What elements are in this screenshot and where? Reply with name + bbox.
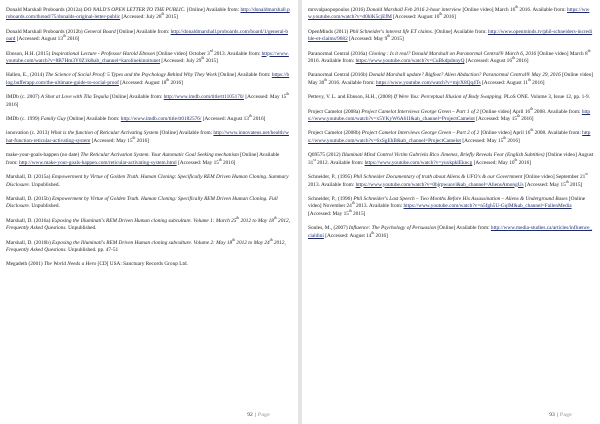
ref-url[interactable]: https://www.youtube.com/watch?v=6xSgEhB&ab_channel=ProjectCamelot — [308, 130, 591, 144]
ref-text: Schneider, P., (1996) — [308, 195, 354, 202]
ref-title: 2012, Frequently Asked Questions. — [6, 239, 286, 253]
ref-text: 2015] — [568, 181, 583, 188]
ref-url[interactable]: http://www.imdb.com/title/tt1105170/ — [163, 94, 245, 101]
ref-url[interactable]: https://www.youtube.com/watch?v=CuBkdpdnnyQ — [355, 58, 465, 65]
ref-url[interactable]: http://www.imdb.com/title/tt0182576/ — [120, 116, 202, 123]
ref-url[interactable]: https://www.youtube.com/watch?v=0bjrpwuovi&ab_channel=AliensAmongUs — [355, 181, 524, 188]
ref-text: 2016] — [519, 116, 534, 123]
page-footer: 93 | Page — [549, 412, 572, 418]
page-label: Page — [559, 412, 572, 418]
ref-text: [Accessed: May 15 — [308, 210, 349, 217]
reference-entry — [308, 106, 594, 124]
ref-text: [Accessed: May 15 — [176, 159, 219, 166]
ref-url[interactable]: http://www.media-studies.ca/articles/influence_cialdini — [308, 225, 593, 239]
ref-text: [Accessed: July 29 — [160, 58, 202, 65]
ordinal-suffix: th — [286, 92, 290, 97]
ref-text: IMDb (c. 2007) — [6, 94, 41, 101]
ref-text: Megadeth (2001) — [6, 261, 44, 268]
ref-text: 2008. Available from: — [533, 130, 583, 137]
ref-text: [Online] Available from: — [185, 7, 241, 13]
reference-entry — [6, 94, 290, 109]
ref-text: [Online video] April 16 — [479, 130, 531, 137]
ref-url[interactable]: https://www.youtube.com/watch?v=n5fgh5U-GqlM&ab_channel=FallenMedia — [403, 203, 572, 210]
ref-text: [Accessed: May 15 — [523, 181, 566, 188]
reference-entry — [6, 237, 290, 255]
ref-text: [Online] Available from: — [115, 28, 171, 35]
ref-text: 2016. Available from: — [308, 58, 356, 65]
ordinal-suffix: th — [232, 237, 235, 242]
ordinal-suffix: th — [269, 237, 273, 242]
ref-text: [Online video] September 21 — [522, 174, 586, 181]
reference-entry — [308, 29, 594, 44]
ref-text: [Online video] May 30 — [308, 72, 594, 86]
ref-title: 2012 to May 18 — [239, 217, 274, 224]
page-footer: 92 | Page — [247, 412, 270, 418]
reference-entry — [308, 130, 594, 145]
ordinal-suffix: th — [530, 128, 534, 133]
ref-text: [Accessed: August 14 — [323, 232, 372, 239]
ref-text: 2016] — [514, 58, 529, 65]
reference-entry — [6, 29, 290, 44]
ref-url[interactable]: http://donaldmarshall.proboards.com/board/1/general-board — [6, 28, 289, 43]
reference-entry — [308, 7, 594, 22]
ref-text: [Accessed: May 10 — [472, 159, 515, 166]
ref-text: Paranormal Central (2016a) — [308, 50, 369, 57]
ref-text: Marshall, D. (2015b) — [6, 195, 53, 202]
ordinal-suffix: th — [530, 106, 533, 111]
ref-text: 2016] — [251, 116, 266, 123]
right-page — [302, 0, 600, 424]
ref-url[interactable]: https://www.youtube.com/watch?v=8B7Hm3Y0Z1k&ab_channel=karolinekinnitunet — [6, 50, 289, 65]
ref-title: Cloning : Is it real? Donald Marshall on Paranormal Central® March 6, 2016 — [368, 50, 537, 57]
ref-title: What is the function of Reticular Activating System — [50, 130, 159, 137]
ref-title: Phil Schneider's interest life ET claims. — [349, 28, 434, 35]
ordinal-suffix: th — [439, 12, 443, 17]
ordinal-suffix: th — [511, 56, 515, 61]
ref-url[interactable]: https://www.youtube.com/watch?v=mjrX8Qq4Ts — [376, 79, 481, 86]
ref-text: [Online] Available from: — [6, 152, 280, 166]
ref-text: 2015] — [351, 210, 366, 217]
ref-text: [Accessed: May 9 — [347, 36, 388, 43]
ref-title: Empowerment by Virtue of Golden Truth. Human Cloning: Specifically REM Driven Human Cloning. Full Disclosure. — [6, 195, 278, 210]
ordinal-suffix: th — [324, 78, 328, 83]
ref-text: 2016] — [506, 137, 520, 144]
ref-text: 2013. Available from: — [212, 50, 262, 57]
reference-entry — [6, 215, 290, 233]
reference-entry — [6, 116, 290, 123]
ref-title: Phil Schneider Documentary of truth about Aliens & UFO's & our Government — [353, 174, 523, 181]
ordinal-suffix: th — [515, 5, 519, 10]
ref-title: General Board — [83, 28, 116, 35]
ref-text: [Online video] August 31 — [308, 152, 594, 166]
ref-url[interactable]: http://www.make-your-goals-happen.com/reticular-activating-system.html — [19, 159, 177, 166]
reference-list — [308, 7, 594, 247]
ref-text: [Online] Available from: — [216, 72, 272, 79]
ref-text: [Online] Available from: — [65, 116, 121, 123]
ref-text: Soules, M., (2007) — [308, 225, 349, 232]
ref-text: [Online video] March 8 — [536, 50, 588, 57]
ref-text: OpenMinds (2011) — [308, 28, 350, 35]
ref-text: [Online video] March 16 — [461, 7, 516, 13]
ref-text: [Accessed: August 18 — [118, 79, 167, 86]
ordinal-suffix: th — [371, 230, 375, 235]
ref-text: [Online] Available from: — [158, 130, 214, 137]
ordinal-suffix: th — [528, 78, 531, 83]
ref-text: [Online] Available from: — [433, 28, 489, 35]
ordinal-suffix: th — [587, 48, 591, 53]
ref-text: Donald Marshall Proboards (2012a) — [6, 7, 84, 13]
ref-text: [Accessed: August 10 — [391, 14, 440, 21]
page-number: 93 — [549, 412, 555, 418]
ref-text: 2016] — [169, 79, 183, 86]
ref-text: Paranormal Central (2016b) — [308, 72, 369, 79]
ref-text: IMDb (c. 1999) — [6, 116, 41, 123]
ref-text: 2012. Available from: — [315, 159, 365, 166]
ref-text: Marshall, D. (2016a) — [6, 217, 52, 224]
ref-text: Unpublished. — [66, 225, 97, 232]
ref-title: Phil Schneider's Last Speech – Two Months Before His Assassination – Aliens & Underground Bases — [353, 195, 568, 202]
ordinal-suffix: th — [503, 136, 507, 141]
ref-title: The Science of Social Proof: 5 Types and the Psychology Behind Why They Work — [45, 72, 217, 79]
ref-text: 2015] — [164, 14, 179, 21]
ref-text: 2016] — [221, 159, 236, 166]
ref-text: [CD] USA: Sanctuary Records Group Ltd. — [96, 261, 188, 268]
reference-entry — [6, 196, 290, 211]
ref-text: 2013. Available from: — [308, 181, 356, 188]
ref-url[interactable]: http://www.openminds.tv/phil-schneiders-incredible-et-claims/9682 — [308, 28, 593, 43]
ref-title: If Were You: Perceptual Illusion of Body Swapping. — [393, 94, 503, 101]
ref-text: 2016] — [530, 79, 545, 86]
ordinal-suffix: th — [62, 34, 66, 39]
ref-title: Illuminati Mind Control Victim Gabriela Rico Jimenez, Briefly Reveals Fear (English Subtitles) — [341, 152, 545, 159]
reference-entry — [308, 48, 594, 66]
ref-text: 2016] — [517, 159, 531, 166]
ref-text: Hallen, E., (2014) — [6, 72, 46, 79]
ref-text: Unpublished. — [30, 181, 60, 188]
ordinal-suffix: th — [236, 215, 240, 220]
ref-title: 2012 to May 24 — [234, 239, 270, 246]
ref-title: Influence: The Psychology of Persuasion — [348, 225, 436, 232]
ref-text: [Online video] October 3 — [155, 50, 210, 57]
ref-text: 2016] — [442, 14, 456, 21]
ref-text: 2016] — [6, 101, 19, 108]
reference-entry — [6, 7, 290, 22]
ref-text: 2013. Available from: — [354, 203, 404, 210]
ref-text: 2016] — [135, 137, 150, 144]
ref-url[interactable]: https://blog.bufferapp.com/the-ultimate-guide-to-social-proof — [6, 72, 290, 86]
ref-text: Unpublished. pp. 47-51 — [66, 246, 119, 253]
reference-entry — [6, 130, 290, 145]
ref-text: Donald Marshall Proboards (2012b) — [6, 28, 84, 35]
ref-text: [Online] Available from: — [436, 225, 491, 232]
ref-title: A Shot at Love with Tila Tequila — [40, 94, 109, 101]
ref-text: [Accessed: May 15 — [244, 94, 287, 101]
reference-entry — [6, 72, 290, 87]
ref-text: Project Camelot (2008a) — [308, 108, 362, 115]
ref-text: [Online video] April 16 — [478, 108, 531, 115]
ref-text: Ebnson, H.H. (2015) — [6, 50, 52, 57]
page-label: Page — [257, 412, 270, 418]
ref-text: Unpublished. — [30, 203, 60, 210]
ref-text: Q69575 (2012) — [308, 152, 342, 159]
reference-entry — [308, 225, 594, 240]
ref-title: The World Needs a Hero — [43, 261, 97, 268]
ref-text: Marshall, D. (2015a) — [6, 174, 52, 181]
ordinal-suffix: th — [351, 201, 355, 206]
ref-title: Exposing the Illuminati's REM Driven Human cloning subculture. Volume 2: May 18 — [52, 239, 233, 246]
ordinal-suffix: st — [313, 157, 316, 162]
ref-text: innovation (c. 2013) — [6, 130, 51, 137]
ref-text: 2015] — [390, 36, 404, 43]
ref-text: 2016. Available from: — [518, 7, 567, 13]
ref-title: Donald Marshall Feb 2016 2-hour interview — [366, 7, 462, 13]
ref-text: [Accessed: August 16 — [464, 58, 512, 65]
ref-title: Donald Marshall update? Bigfoot? Alien Abduction? Paranormal Central® May 29, 2016 — [368, 72, 561, 79]
ref-text: [Accessed: May 15 — [90, 137, 133, 144]
ordinal-suffix: th — [273, 215, 277, 220]
ref-title: DO NALD'S OPEN LETTER TO THE PUBLIC. — [83, 7, 186, 13]
ref-text: 2016] — [65, 36, 80, 43]
reference-entry — [308, 72, 594, 87]
ref-text: [Accessed: May 15 — [474, 116, 518, 123]
ref-text: PLoS ONE. Volume 3, Issue 12, pp. 1-9. — [502, 94, 591, 101]
ref-text: 2016. Available from: — [327, 79, 377, 86]
ref-title: Inspirational Lecture - Professor Harold Ebnson — [51, 50, 156, 57]
ordinal-suffix: th — [565, 179, 569, 184]
ref-text: mrsvalpaopopoulos (2016) — [308, 7, 367, 13]
ordinal-suffix: th — [348, 208, 352, 213]
ordinal-suffix: th — [166, 78, 170, 83]
ref-text: 2016] — [374, 232, 388, 239]
ref-url[interactable]: http://donaldmarshall.proboards.com/thread/75/donalds-original-letter-public — [6, 7, 290, 21]
ordinal-suffix: th — [514, 157, 518, 162]
page-number: 92 — [247, 412, 253, 418]
reference-entry — [6, 174, 290, 189]
ref-text: [Online] Available from: — [108, 94, 164, 101]
ordinal-suffix: th — [201, 56, 205, 61]
ref-text: 2008. Available from: — [532, 108, 582, 115]
reference-entry — [308, 152, 594, 167]
reference-entry — [308, 196, 594, 218]
ref-url[interactable]: http://www.innovateus.net/health/what-function-reticular-activating-system — [6, 130, 289, 144]
ref-text: [Online video] November 24 — [308, 195, 586, 210]
ref-title: Project Camelot Interviews George Green – Part 2 of 2 — [361, 130, 480, 137]
ordinal-suffix: th — [161, 12, 165, 17]
ordinal-suffix: th — [132, 136, 136, 141]
reference-entry — [6, 152, 290, 167]
ref-title: The Reticular Activation System. Your Automatic Goal Seeking mechanism — [80, 152, 239, 159]
ordinal-suffix: th — [218, 157, 222, 162]
left-page — [0, 0, 298, 424]
ref-title: Exposing the Illuminati's REM Driven Human cloning subculture. Volume 1: March 25 — [51, 217, 237, 224]
ref-title: Family Guy — [40, 116, 66, 123]
ordinal-suffix: th — [517, 114, 520, 119]
ref-text: [Accessed: August 11 — [480, 79, 529, 86]
ref-text: 2015] — [204, 58, 218, 65]
ref-title: 2012, Frequently Asked Questions. — [6, 217, 290, 232]
ordinal-suffix: th — [248, 114, 252, 119]
ref-url[interactable]: https://www.youtube.com/watch?v=yuxkpklEkncg — [364, 159, 473, 166]
ref-text: Schneider, P., (1995) — [308, 174, 354, 181]
reference-entry — [6, 48, 290, 66]
ref-text: Marshall, D. (2016b) — [6, 239, 53, 246]
ref-text: [Accessed: July 28 — [120, 14, 162, 21]
ref-url[interactable]: https://www.youtube.com/watch?v=x5YKyW6A61I&ab_channel=ProjectCamelot — [308, 108, 591, 123]
ordinal-suffix: th — [387, 34, 391, 39]
ref-text: Pettevy, V. L. and Ebnson, H.H., (2008) — [308, 94, 394, 101]
ref-text: [Accessed: May 15 — [461, 137, 504, 144]
ordinal-suffix: st — [585, 172, 588, 177]
reference-list — [6, 7, 290, 276]
ref-url[interactable]: https://www.youtube.com/watch?v=d0hlK5cjEfM — [308, 7, 590, 21]
ref-text: [Accessed: August 13 — [201, 116, 249, 123]
ref-title: Empowerment by Virtue of Golden Truth. Human Cloning: Specifically REM Driven Human Cloning. Summary Disclosure. — [6, 174, 289, 188]
ref-text: Project Camelot (2008b) — [308, 130, 362, 137]
ref-text: [Accessed: August 13 — [15, 36, 63, 43]
reference-entry — [6, 261, 290, 268]
reference-entry — [308, 94, 594, 101]
reference-entry — [308, 174, 594, 189]
ref-title: Project Camelot Interviews George Green – Part 1 of 2 — [361, 108, 479, 115]
ordinal-suffix: rd — [209, 48, 213, 53]
ref-text: make-your-goals-happen (no date) — [6, 152, 81, 159]
